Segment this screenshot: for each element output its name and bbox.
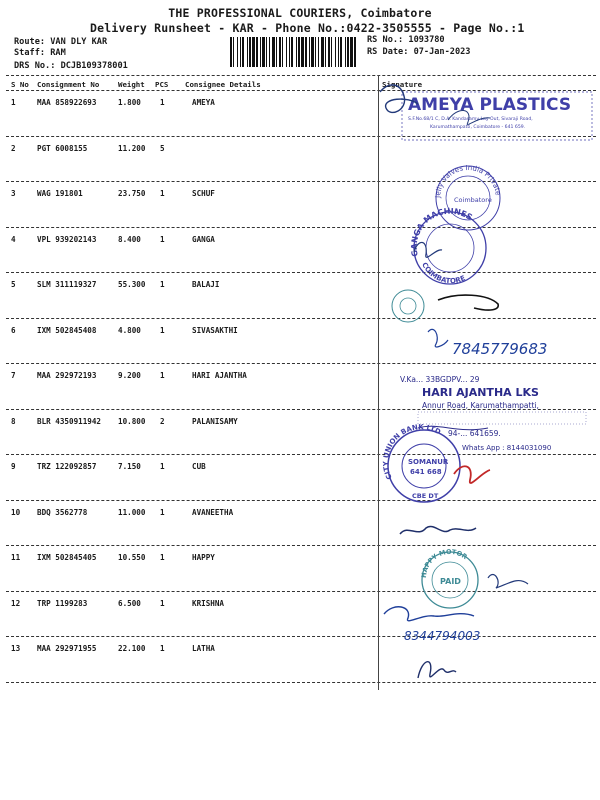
row-consignee: HAPPY (192, 553, 215, 562)
row-weight: 8.400 (118, 234, 141, 244)
jelly-stamp-city: Coimbatore (454, 196, 492, 204)
document-title: THE PROFESSIONAL COURIERS, Coimbatore (168, 6, 432, 20)
row-sno: 1 (11, 98, 16, 107)
col-consignment-header: Consignment No (37, 80, 100, 89)
row-pcs: 1 (160, 371, 165, 380)
row-consignee: HARI AJANTHA (192, 371, 247, 380)
hari-stamp-whatsapp: Whats App : 8144031090 (462, 444, 552, 452)
barcode-bar (347, 37, 349, 67)
handwritten-phone-number: 7845779683 (452, 340, 548, 358)
row-weight: 9.200 (118, 371, 141, 380)
cub-stamp-code: CBE DT (412, 492, 439, 500)
happy-stamp-ring-text: HAPPY MOTOR (419, 547, 469, 579)
row-pcs: 1 (160, 189, 165, 198)
barcode-bar (298, 37, 300, 67)
barcode-bar (354, 37, 356, 67)
row-sno: 6 (11, 325, 16, 335)
route-label: Route: VAN DLY KAR (14, 37, 108, 47)
drs-number: DRS No.: DCJB109378001 (14, 61, 128, 71)
col-signature-header: Signature (382, 80, 423, 89)
happy-stamp-paid: PAID (440, 577, 461, 586)
barcode-bar (318, 37, 319, 67)
row-weight: 1.800 (118, 98, 141, 107)
barcode-bar (269, 37, 270, 67)
row-consignment-no: MAA 858922693 (37, 98, 97, 107)
row-sno: 5 (11, 280, 16, 289)
row-consignee: SCHUF (192, 189, 215, 198)
row-consignee: PALANISAMY (192, 416, 238, 426)
barcode-bar (296, 37, 297, 67)
row-consignment-no: IXM 502845405 (37, 553, 97, 562)
row-pcs: 1 (160, 280, 165, 289)
row-consignee: AMEYA (192, 98, 215, 107)
row-pcs: 2 (160, 416, 165, 426)
svg-text:Jelly Valves India Private (434, 164, 502, 199)
barcode (230, 37, 360, 67)
row-sno: 7 (11, 371, 16, 380)
barcode-bar (230, 37, 232, 67)
row-weight: 4.800 (118, 325, 141, 335)
rs-date: RS Date: 07-Jan-2023 (367, 47, 471, 57)
row-sno: 3 (11, 189, 16, 198)
row-sno: 4 (11, 234, 16, 244)
ganga-stamp-ring-text: GANGA MACHINES (409, 206, 474, 258)
row-sno: 10 (11, 507, 21, 517)
row-consignee: AVANEETHA (192, 507, 234, 517)
ameya-plastics-stamp (380, 85, 592, 140)
col-pcs-header: PCS (155, 80, 169, 89)
barcode-bar (279, 37, 281, 67)
hari-stamp-name: HARI AJANTHA LKS (422, 386, 539, 399)
barcode-bar (309, 37, 310, 67)
barcode-bar (272, 37, 275, 67)
barcode-bar (233, 37, 234, 67)
col-weight-header: Weight (118, 80, 145, 89)
barcode-bar (249, 37, 251, 67)
hari-stamp-address: Annur Road, Karumathampatti, (422, 401, 539, 410)
document-subtitle: Delivery Runsheet - KAR - Phone No.:0422-3505555 - Page No.:1 (90, 21, 525, 35)
ganga-stamp-city: COIMBATORE (420, 261, 467, 286)
row-pcs: 5 (160, 143, 165, 153)
barcode-bar (338, 37, 339, 67)
ameya-stamp-name: AMEYA PLASTICS (408, 95, 572, 115)
barcode-bar (286, 37, 287, 67)
row-pcs: 1 (160, 553, 165, 562)
row-weight: 10.800 (118, 416, 146, 426)
barcode-bar (247, 37, 248, 67)
row-consignment-no: WAG 191801 (37, 189, 83, 198)
ameya-stamp-address-2: Karumathampatti, Coimbatore - 641 659. (430, 125, 526, 130)
row-sno: 9 (11, 462, 16, 471)
row-pcs: 1 (160, 598, 165, 608)
barcode-bar (331, 37, 332, 67)
row-pcs: 1 (160, 234, 165, 244)
row-weight: 22.100 (118, 644, 146, 653)
krishna-phone-number: 8344794003 (404, 629, 481, 643)
row-weight: 55.300 (118, 280, 146, 289)
row-pcs: 1 (160, 644, 165, 653)
barcode-bar (315, 37, 316, 67)
barcode-bar (301, 37, 304, 67)
ganga-machines-stamp (410, 207, 486, 286)
table-top-line (6, 75, 596, 76)
latha-signature (418, 662, 456, 678)
barcode-bar (266, 37, 267, 67)
happy-motor-stamp (420, 548, 528, 608)
barcode-bar (252, 37, 255, 67)
col-consignee-header: Consignee Details (185, 80, 261, 89)
signature-column (378, 78, 596, 690)
row-consignment-no: TRZ 122092857 (37, 462, 97, 471)
barcode-bar (305, 37, 307, 67)
row-consignee: LATHA (192, 644, 215, 653)
barcode-bar (311, 37, 314, 67)
sivasakthi-signature (428, 329, 547, 358)
row-pcs: 1 (160, 507, 165, 517)
row-pcs: 1 (160, 98, 165, 107)
row-consignment-no: BLR 4350911942 (37, 416, 102, 426)
hari-stamp-pin: 94-... 641659. (448, 429, 501, 438)
barcode-bar (335, 37, 336, 67)
barcode-bar (262, 37, 265, 67)
barcode-bar (282, 37, 283, 67)
barcode-bar (321, 37, 324, 67)
row-consignment-no: VPL 939202143 (37, 234, 97, 244)
cub-stamp-ring-text: CITY UNION BANK LTD (381, 423, 442, 481)
krishna-signature (384, 607, 480, 643)
balaji-signature (392, 290, 498, 322)
row-consignee: GANGA (192, 234, 215, 244)
row-consignment-no: IXM 502845408 (37, 325, 97, 335)
rs-number: RS No.: 1093780 (367, 35, 445, 45)
barcode-bar (328, 37, 330, 67)
cub-stamp-pin: 641 668 (410, 468, 442, 476)
row-consignment-no: PGT 6008155 (37, 143, 88, 153)
row-weight: 11.200 (118, 143, 146, 153)
row-consignment-no: MAA 292971955 (37, 644, 97, 653)
row-consignment-no: BDQ 3562778 (37, 507, 88, 517)
row-consignee: SIVASAKTHI (192, 325, 238, 335)
barcode-bar (256, 37, 258, 67)
barcode-bar (260, 37, 261, 67)
cub-stamp-branch: SOMANUR (408, 458, 449, 466)
barcode-bar (289, 37, 290, 67)
row-consignment-no: SLM 311119327 (37, 280, 97, 289)
row-consignment-no: MAA 292972193 (37, 371, 97, 380)
row-sno: 12 (11, 598, 21, 608)
hari-stamp-gst: V.Ka... 33BGDPV... 29 (400, 375, 480, 384)
barcode-bar (242, 37, 244, 67)
barcode-bar (350, 37, 353, 67)
barcode-bar (276, 37, 277, 67)
ameya-stamp-address-1: S.F.No.68/1 C, D.A. Kandasamy Lay Out, Sivaraji Road, (408, 117, 533, 122)
row-sno: 11 (11, 553, 21, 562)
row-pcs: 1 (160, 325, 165, 335)
row-sno: 13 (11, 644, 21, 653)
row-consignee: BALAJI (192, 280, 220, 289)
row-consignee: CUB (192, 462, 206, 471)
barcode-bar (291, 37, 293, 67)
row-weight: 7.150 (118, 462, 141, 471)
barcode-bar (240, 37, 241, 67)
barcode-bar (325, 37, 326, 67)
row-pcs: 1 (160, 462, 165, 471)
row-consignment-no: TRP 1199283 (37, 598, 88, 608)
row-weight: 10.550 (118, 553, 146, 562)
row-weight: 6.500 (118, 598, 141, 608)
barcode-bar (345, 37, 346, 67)
row-sno: 8 (11, 416, 16, 426)
avaneetha-signature (400, 526, 476, 534)
jelly-stamp-ring-text: Jelly Valves India Private (433, 163, 502, 199)
staff-label: Staff: RAM (14, 48, 66, 58)
row-consignee: KRISHNA (192, 598, 225, 608)
row-weight: 11.000 (118, 507, 146, 517)
row-weight: 23.750 (118, 189, 146, 198)
barcode-bar (237, 37, 238, 67)
col-sno-header: S No (11, 80, 29, 89)
barcode-bar (340, 37, 342, 67)
row-sno: 2 (11, 143, 16, 153)
svg-text:COIMBATORE (420, 261, 467, 285)
